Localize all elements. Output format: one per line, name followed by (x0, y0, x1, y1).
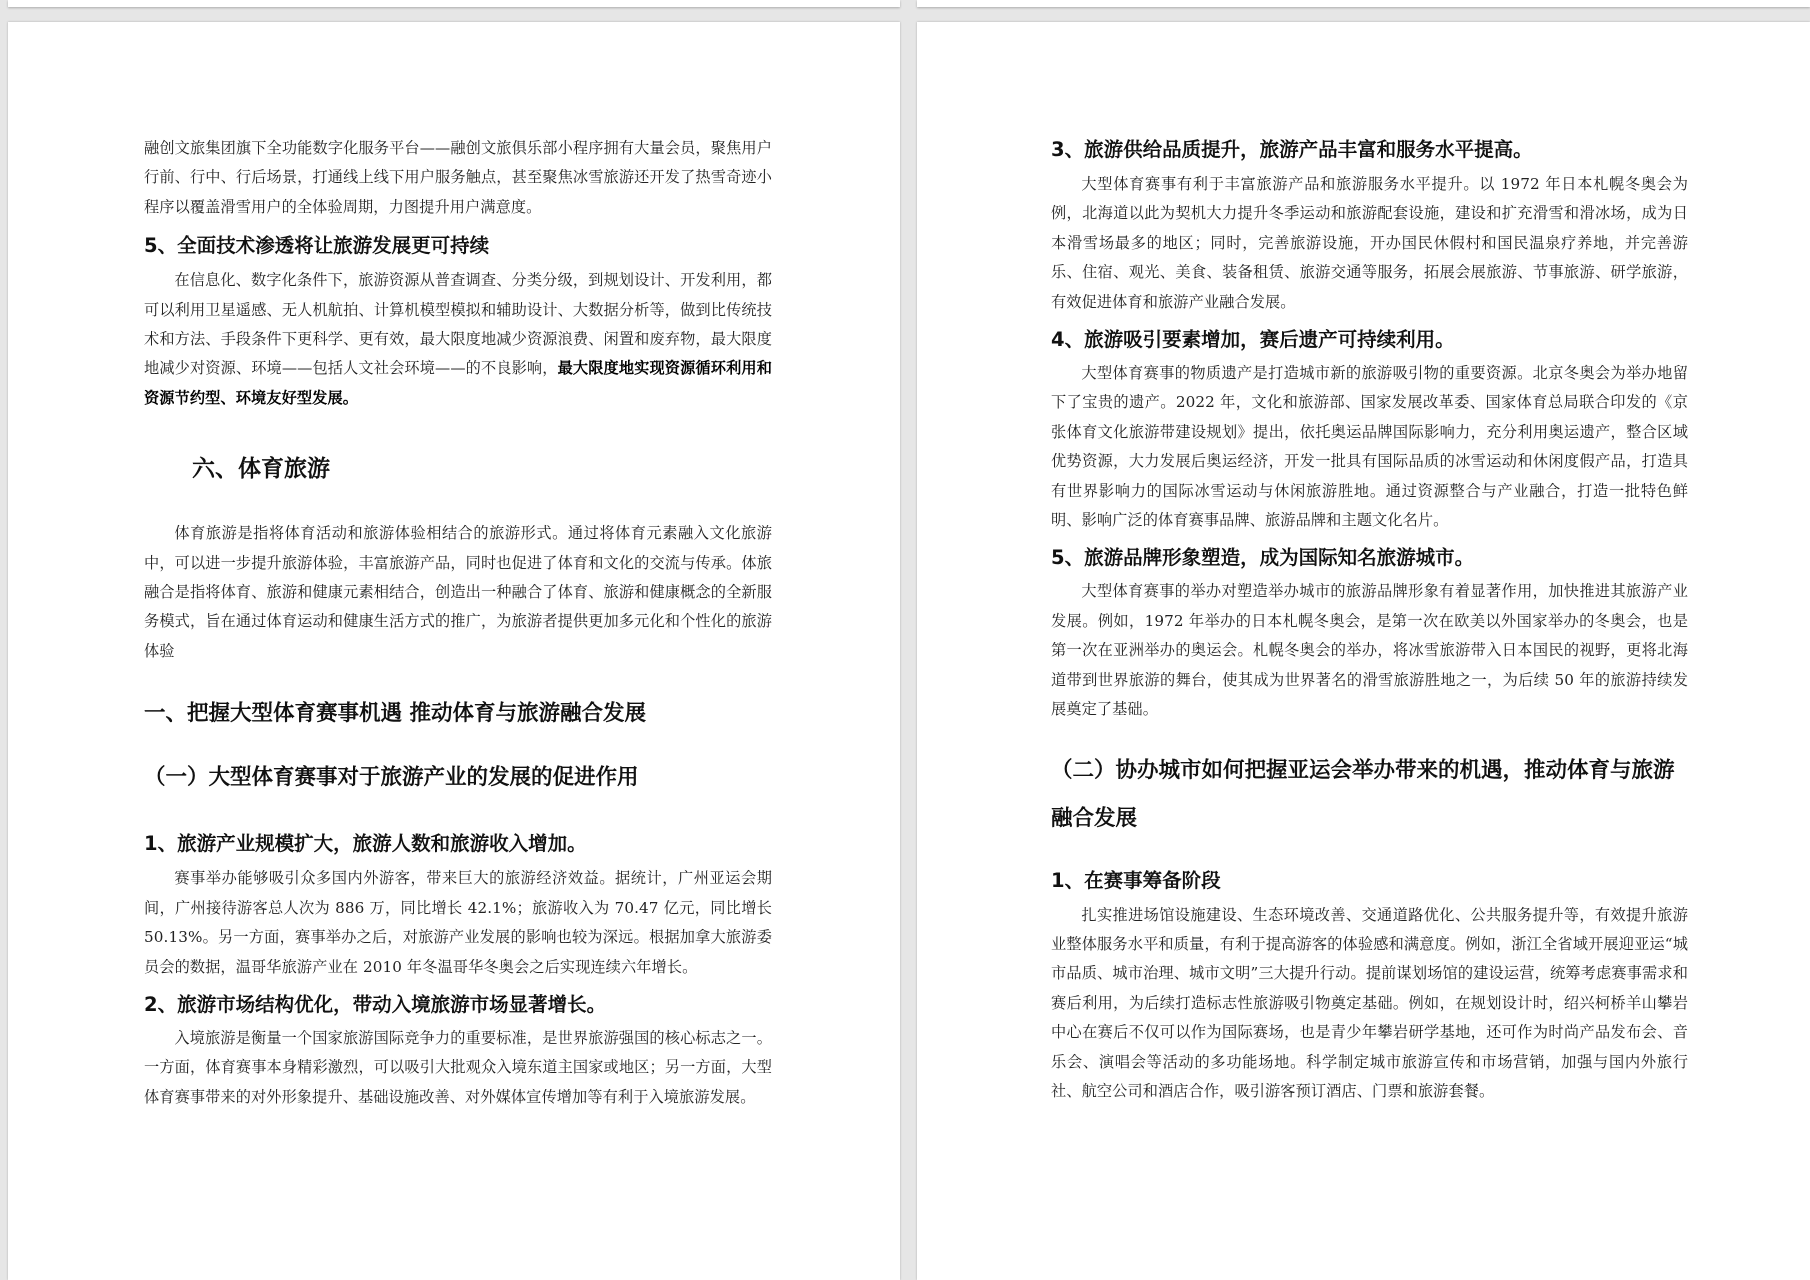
heading-tech-sustainable: 5、全面技术渗透将让旅游发展更可持续 (144, 234, 490, 258)
document-page-right[interactable] (917, 22, 1810, 1280)
subheading-host-cities: （二）协办城市如何把握亚运会举办带来的机遇，推动体育与旅游融合发展 (1051, 757, 1675, 831)
paragraph-attraction-elements: 大型体育赛事的物质遗产是打造城市新的旅游吸引物的重要资源。北京冬奥会为举办地留下了宝贵的遗产。2022 年，文化和旅游部、国家发展改革委、国家体育总局联合印发的《京张体育文化旅游带建设规划》提出，依托奥运品牌国际影响力，充分利用奥运遗产，整合区域优势资源，大力发展后奥运经济，开发一批具有国际品质的冰雪运动和休闲度假产品，打造具有世界影响力的国际冰雪运动与休闲旅游胜地。通过资源整合与产业融合，打造一批特色鲜明、影响广泛的体育赛事品牌、旅游品牌和主题文化名片。 (1051, 364, 1688, 530)
paragraph-tech-normal: 在信息化、数字化条件下，旅游资源从普查调查、分类分级，到规划设计、开发利用，都可以利用卫星遥感、无人机航拍、计算机模型模拟和辅助设计、大数据分析等，做到比传统技术和方法、手段条件下更科学、更有效，最大限度地减少资源浪费、闲置和废弃物，最大限度地减少对资源、环境——包括人文社会环境——的不良影响， (144, 271, 772, 378)
page-content (917, 22, 1810, 1280)
subheading-promotion-role: （一）大型体育赛事对于旅游产业的发展的促进作用 (144, 765, 639, 791)
heading-brand-image: 5、旅游品牌形象塑造，成为国际知名旅游城市。 (1051, 546, 1475, 570)
heading-market-structure: 2、旅游市场结构优化，带动入境旅游市场显著增长。 (144, 992, 607, 1016)
heading-attraction-elements: 4、旅游吸引要素增加，赛后遗产可持续利用。 (1051, 328, 1455, 352)
document-page-left[interactable] (8, 22, 900, 1280)
heading-preparation-stage: 1、在赛事筹备阶段 (1051, 868, 1221, 892)
paragraph-sports-definition: 体育旅游是指将体育活动和旅游体验相结合的旅游形式。通过将体育元素融入文化旅游中，可以进一步提升旅游体验，丰富旅游产品，同时也促进了体育和文化的交流与传承。体旅融合是指将体育、旅游和健康元素相结合，创造出一种融合了体育、旅游和健康概念的全新服务模式，旨在通过体育运动和健康生活方式的推广，为旅游者提供更加多元化和个性化的旅游体验 (144, 524, 772, 660)
paragraph-scale-expand: 赛事举办能够吸引众多国内外游客，带来巨大的旅游经济效益。据统计，广州亚运会期间，广州接待游客总人次为 886 万，同比增长 42.1%；旅游收入为 70.47 亿元，同比增长 50.13%。另一方面，赛事举办之后，对旅游产业发展的影响也较为深远。根据加拿大旅游委员会的数据，温哥华旅游产业在 2010 年冬温哥华冬奥会之后实现连续六年增长。 (144, 869, 772, 976)
heading-major-events: 一、把握大型体育赛事机遇 推动体育与旅游融合发展 (144, 701, 646, 727)
paragraph-tech (144, 266, 772, 413)
previous-page-right-edge (917, 0, 1810, 7)
heading-supply-quality: 3、旅游供给品质提升，旅游产品丰富和服务水平提高。 (1051, 138, 1533, 161)
paragraph-supply-quality: 大型体育赛事有利于丰富旅游产品和旅游服务水平提升。以 1972 年日本札幌冬奥会为例，北海道以此为契机大力提升冬季运动和旅游配套设施，建设和扩充滑雪和滑冰场，成为日本滑雪场最多的地区；同时，完善旅游设施，开办国民休假村和国民温泉疗养地，并完善游乐、住宿、观光、美食、装备租赁、旅游交通等服务，拓展会展旅游、节事旅游、研学旅游，有效促进体育和旅游产业融合发展。 (1051, 175, 1688, 311)
section-title-sports-tourism: 六、体育旅游 (192, 456, 330, 483)
page-content (8, 22, 900, 1280)
paragraph-tech-bold: 最大限度地实现资源循环利用和资源节约型、环境友好型发展。 (144, 359, 772, 407)
previous-page-left-edge (8, 0, 900, 7)
paragraph-market-structure: 入境旅游是衡量一个国家旅游国际竞争力的重要标准，是世界旅游强国的核心标志之一。一方面，体育赛事本身精彩激烈，可以吸引大批观众入境东道主国家或地区；另一方面，大型体育赛事带来的对外形象提升、基础设施改善、对外媒体宣传增加等有利于入境旅游发展。 (144, 1028, 772, 1106)
heading-scale-expand: 1、旅游产业规模扩大，旅游人数和旅游收入增加。 (144, 832, 587, 856)
paragraph-preparation-stage: 扎实推进场馆设施建设、生态环境改善、交通道路优化、公共服务提升等，有效提升旅游业整体服务水平和质量，有利于提高游客的体验感和满意度。例如，浙江全省域开展迎亚运“城市品质、城市治理、城市文明”三大提升行动。提前谋划场馆的建设运营，统筹考虑赛事需求和赛后利用，为后续打造标志性旅游吸引物奠定基础。例如，在规划设计时，绍兴柯桥羊山攀岩中心在赛后不仅可以作为国际赛场，也是青少年攀岩研学基地，还可作为时尚产品发布会、音乐会、演唱会等活动的多功能场地。科学制定城市旅游宣传和市场营销，加强与国内外旅行社、航空公司和酒店合作，吸引游客预订酒店、门票和旅游套餐。 (1051, 905, 1688, 1100)
paragraph-brand-image: 大型体育赛事的举办对塑造举办城市的旅游品牌形象有着显著作用，加快推进其旅游产业发展。例如，1972 年举办的日本札幌冬奥会，是第一次在欧美以外国家举办的冬奥会，也是第一次在亚洲举办的奥运会。札幌冬奥会的举办，将冰雪旅游带入日本国民的视野，更将北海道带到世界旅游的舞台，使其成为世界著名的滑雪旅游胜地之一，为后续 50 年的旅游持续发展奠定了基础。 (1051, 582, 1688, 719)
paragraph-intro: 融创文旅集团旗下全功能数字化服务平台——融创文旅俱乐部小程序拥有大量会员，聚焦用户行前、行中、行后场景，打通线上线下用户服务触点，甚至聚焦冰雪旅游还开发了热雪奇迹小程序以覆盖滑雪用户的全体验周期，力图提升用户满意度。 (144, 139, 772, 216)
